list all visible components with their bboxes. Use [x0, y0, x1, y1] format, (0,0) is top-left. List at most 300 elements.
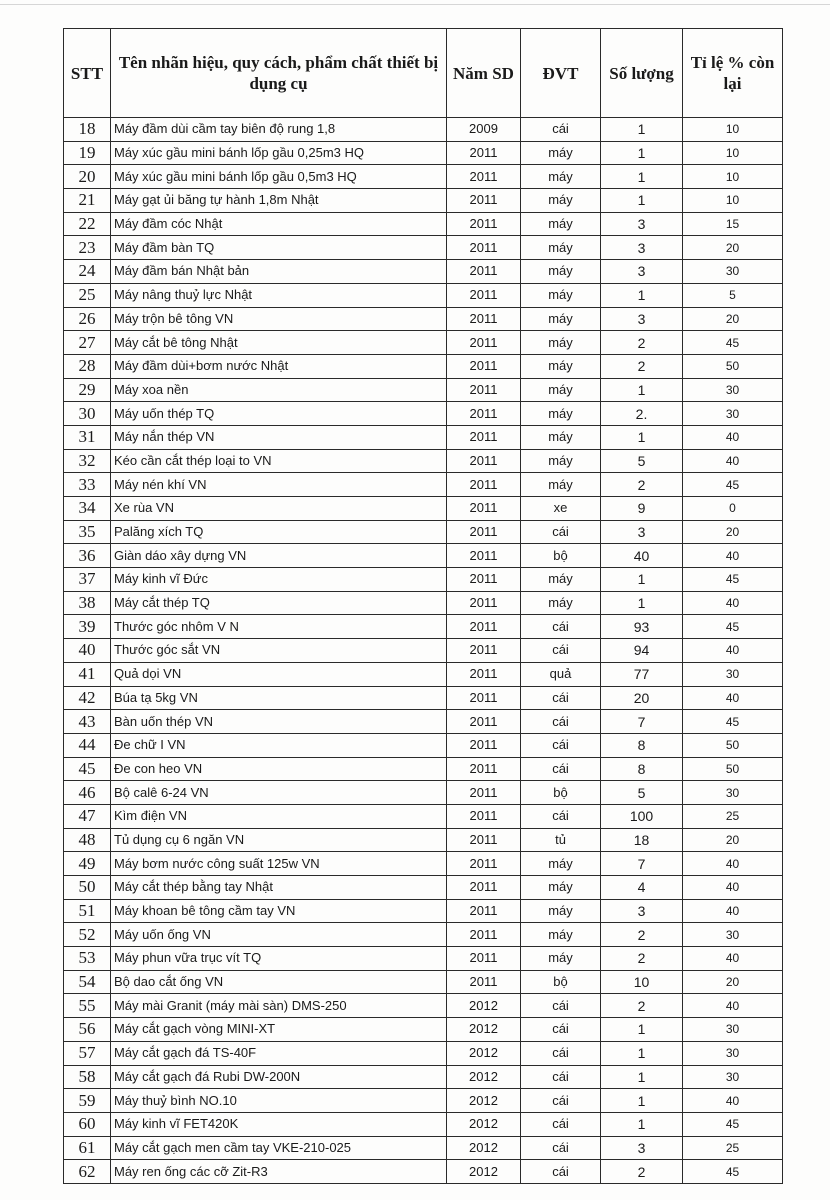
unit-cell: quả [521, 662, 601, 686]
unit-cell: máy [521, 189, 601, 213]
remaining-percent-cell: 30 [683, 1018, 783, 1042]
table-row [64, 639, 783, 663]
remaining-percent-cell: 20 [683, 236, 783, 260]
remaining-percent-cell: 30 [683, 402, 783, 426]
equipment-name-cell: Máy phun vữa trục vít TQ [111, 947, 447, 971]
table-body [64, 118, 783, 1184]
remaining-percent-cell: 30 [683, 1041, 783, 1065]
equipment-name-cell: Đe con heo VN [111, 757, 447, 781]
unit-cell: máy [521, 307, 601, 331]
year-used-cell: 2012 [447, 1065, 521, 1089]
remaining-percent-cell: 40 [683, 852, 783, 876]
equipment-name-cell: Tủ dụng cụ 6 ngăn VN [111, 828, 447, 852]
year-used-cell: 2011 [447, 189, 521, 213]
quantity-cell: 1 [601, 1089, 683, 1113]
equipment-name-cell: Máy thuỷ bình NO.10 [111, 1089, 447, 1113]
quantity-cell: 1 [601, 1112, 683, 1136]
table-row [64, 1136, 783, 1160]
year-used-cell: 2011 [447, 497, 521, 521]
row-number-cell: 37 [64, 568, 111, 592]
table-row [64, 828, 783, 852]
remaining-percent-cell: 20 [683, 307, 783, 331]
unit-cell: cái [521, 639, 601, 663]
table-row [64, 425, 783, 449]
equipment-name-cell: Máy cắt thép TQ [111, 591, 447, 615]
row-number-cell: 61 [64, 1136, 111, 1160]
header-row [64, 29, 783, 118]
unit-cell: cái [521, 1136, 601, 1160]
unit-cell: máy [521, 473, 601, 497]
equipment-name-cell: Đe chữ I VN [111, 733, 447, 757]
equipment-name-cell: Máy cắt bê tông Nhật [111, 331, 447, 355]
row-number-cell: 22 [64, 212, 111, 236]
table-row [64, 710, 783, 734]
table-row [64, 852, 783, 876]
table-row [64, 994, 783, 1018]
equipment-name-cell: Máy trộn bê tông VN [111, 307, 447, 331]
table-row [64, 473, 783, 497]
header-year: Năm SD [447, 29, 521, 118]
quantity-cell: 93 [601, 615, 683, 639]
year-used-cell: 2011 [447, 473, 521, 497]
row-number-cell: 20 [64, 165, 111, 189]
equipment-name-cell: Máy ren ống các cỡ Zit-R3 [111, 1160, 447, 1184]
year-used-cell: 2009 [447, 118, 521, 142]
quantity-cell: 1 [601, 141, 683, 165]
quantity-cell: 1 [601, 165, 683, 189]
quantity-cell: 18 [601, 828, 683, 852]
equipment-name-cell: Máy xoa nền [111, 378, 447, 402]
quantity-cell: 8 [601, 733, 683, 757]
table-row [64, 1112, 783, 1136]
row-number-cell: 41 [64, 662, 111, 686]
row-number-cell: 28 [64, 354, 111, 378]
table-row [64, 970, 783, 994]
unit-cell: máy [521, 402, 601, 426]
row-number-cell: 29 [64, 378, 111, 402]
year-used-cell: 2012 [447, 1089, 521, 1113]
remaining-percent-cell: 30 [683, 378, 783, 402]
remaining-percent-cell: 45 [683, 473, 783, 497]
year-used-cell: 2011 [447, 402, 521, 426]
quantity-cell: 1 [601, 1065, 683, 1089]
header-unit: ĐVT [521, 29, 601, 118]
remaining-percent-cell: 10 [683, 189, 783, 213]
row-number-cell: 32 [64, 449, 111, 473]
table-row [64, 212, 783, 236]
unit-cell: cái [521, 686, 601, 710]
table-row [64, 189, 783, 213]
year-used-cell: 2011 [447, 828, 521, 852]
row-number-cell: 40 [64, 639, 111, 663]
quantity-cell: 77 [601, 662, 683, 686]
unit-cell: cái [521, 118, 601, 142]
unit-cell: cái [521, 757, 601, 781]
equipment-name-cell: Giàn dáo xây dựng VN [111, 544, 447, 568]
row-number-cell: 55 [64, 994, 111, 1018]
table-row [64, 662, 783, 686]
row-number-cell: 39 [64, 615, 111, 639]
row-number-cell: 33 [64, 473, 111, 497]
quantity-cell: 10 [601, 970, 683, 994]
remaining-percent-cell: 15 [683, 212, 783, 236]
remaining-percent-cell: 40 [683, 425, 783, 449]
year-used-cell: 2011 [447, 876, 521, 900]
unit-cell: cái [521, 994, 601, 1018]
year-used-cell: 2011 [447, 781, 521, 805]
row-number-cell: 25 [64, 283, 111, 307]
equipment-name-cell: Máy nắn thép VN [111, 425, 447, 449]
equipment-name-cell: Máy gạt ủi băng tự hành 1,8m Nhật [111, 189, 447, 213]
year-used-cell: 2011 [447, 307, 521, 331]
row-number-cell: 44 [64, 733, 111, 757]
table-row [64, 449, 783, 473]
remaining-percent-cell: 45 [683, 331, 783, 355]
table-row [64, 165, 783, 189]
equipment-name-cell: Bàn uốn thép VN [111, 710, 447, 734]
quantity-cell: 1 [601, 283, 683, 307]
row-number-cell: 51 [64, 899, 111, 923]
remaining-percent-cell: 0 [683, 497, 783, 521]
unit-cell: tủ [521, 828, 601, 852]
remaining-percent-cell: 45 [683, 1160, 783, 1184]
remaining-percent-cell: 20 [683, 970, 783, 994]
remaining-percent-cell: 30 [683, 781, 783, 805]
remaining-percent-cell: 40 [683, 1089, 783, 1113]
quantity-cell: 40 [601, 544, 683, 568]
quantity-cell: 2. [601, 402, 683, 426]
row-number-cell: 21 [64, 189, 111, 213]
quantity-cell: 1 [601, 591, 683, 615]
equipment-name-cell: Máy đầm bán Nhật bản [111, 260, 447, 284]
row-number-cell: 54 [64, 970, 111, 994]
quantity-cell: 2 [601, 354, 683, 378]
quantity-cell: 7 [601, 852, 683, 876]
equipment-name-cell: Máy đầm dùi+bơm nước Nhật [111, 354, 447, 378]
unit-cell: máy [521, 354, 601, 378]
quantity-cell: 2 [601, 923, 683, 947]
year-used-cell: 2011 [447, 449, 521, 473]
table-row [64, 307, 783, 331]
header-stt: STT [64, 29, 111, 118]
table-row [64, 1065, 783, 1089]
remaining-percent-cell: 40 [683, 639, 783, 663]
year-used-cell: 2011 [447, 378, 521, 402]
year-used-cell: 2011 [447, 733, 521, 757]
year-used-cell: 2011 [447, 923, 521, 947]
row-number-cell: 31 [64, 425, 111, 449]
remaining-percent-cell: 40 [683, 994, 783, 1018]
unit-cell: cái [521, 1089, 601, 1113]
year-used-cell: 2011 [447, 283, 521, 307]
table-row [64, 331, 783, 355]
equipment-name-cell: Xe rùa VN [111, 497, 447, 521]
quantity-cell: 8 [601, 757, 683, 781]
remaining-percent-cell: 40 [683, 686, 783, 710]
remaining-percent-cell: 25 [683, 804, 783, 828]
unit-cell: máy [521, 260, 601, 284]
unit-cell: cái [521, 615, 601, 639]
row-number-cell: 57 [64, 1041, 111, 1065]
unit-cell: máy [521, 236, 601, 260]
year-used-cell: 2011 [447, 141, 521, 165]
unit-cell: cái [521, 1041, 601, 1065]
quantity-cell: 3 [601, 260, 683, 284]
year-used-cell: 2011 [447, 757, 521, 781]
table-row [64, 1041, 783, 1065]
year-used-cell: 2012 [447, 1112, 521, 1136]
table-row [64, 378, 783, 402]
equipment-name-cell: Kéo cần cắt thép loại to VN [111, 449, 447, 473]
equipment-inventory-table [63, 28, 783, 1184]
year-used-cell: 2011 [447, 710, 521, 734]
table-row [64, 804, 783, 828]
row-number-cell: 62 [64, 1160, 111, 1184]
row-number-cell: 26 [64, 307, 111, 331]
year-used-cell: 2011 [447, 568, 521, 592]
year-used-cell: 2012 [447, 1041, 521, 1065]
quantity-cell: 3 [601, 307, 683, 331]
unit-cell: máy [521, 852, 601, 876]
year-used-cell: 2011 [447, 354, 521, 378]
equipment-name-cell: Máy xúc gầu mini bánh lốp gầu 0,5m3 HQ [111, 165, 447, 189]
table-row [64, 497, 783, 521]
table-row [64, 1089, 783, 1113]
row-number-cell: 50 [64, 876, 111, 900]
year-used-cell: 2012 [447, 1018, 521, 1042]
quantity-cell: 100 [601, 804, 683, 828]
table-row [64, 283, 783, 307]
table-row [64, 354, 783, 378]
table-row [64, 118, 783, 142]
unit-cell: cái [521, 1112, 601, 1136]
header-name: Tên nhãn hiệu, quy cách, phẩm chất thiết bị dụng cụ [111, 29, 447, 118]
quantity-cell: 1 [601, 425, 683, 449]
equipment-name-cell: Kìm điện VN [111, 804, 447, 828]
quantity-cell: 2 [601, 1160, 683, 1184]
unit-cell: máy [521, 591, 601, 615]
remaining-percent-cell: 40 [683, 947, 783, 971]
table-row [64, 923, 783, 947]
row-number-cell: 58 [64, 1065, 111, 1089]
unit-cell: máy [521, 568, 601, 592]
row-number-cell: 18 [64, 118, 111, 142]
row-number-cell: 48 [64, 828, 111, 852]
year-used-cell: 2011 [447, 425, 521, 449]
quantity-cell: 5 [601, 449, 683, 473]
year-used-cell: 2012 [447, 1136, 521, 1160]
table-row [64, 1160, 783, 1184]
remaining-percent-cell: 30 [683, 260, 783, 284]
remaining-percent-cell: 50 [683, 354, 783, 378]
table-row [64, 757, 783, 781]
table-row [64, 520, 783, 544]
equipment-name-cell: Máy nén khí VN [111, 473, 447, 497]
table-row [64, 591, 783, 615]
year-used-cell: 2011 [447, 852, 521, 876]
unit-cell: máy [521, 449, 601, 473]
equipment-name-cell: Máy cắt gạch men cầm tay VKE-210-025 [111, 1136, 447, 1160]
unit-cell: máy [521, 141, 601, 165]
remaining-percent-cell: 20 [683, 828, 783, 852]
unit-cell: cái [521, 733, 601, 757]
year-used-cell: 2011 [447, 236, 521, 260]
year-used-cell: 2011 [447, 686, 521, 710]
remaining-percent-cell: 40 [683, 449, 783, 473]
row-number-cell: 34 [64, 497, 111, 521]
remaining-percent-cell: 5 [683, 283, 783, 307]
table-header [64, 29, 783, 118]
row-number-cell: 24 [64, 260, 111, 284]
equipment-name-cell: Máy nâng thuỷ lực Nhật [111, 283, 447, 307]
equipment-name-cell: Thước góc nhôm V N [111, 615, 447, 639]
table-row [64, 260, 783, 284]
quantity-cell: 3 [601, 520, 683, 544]
table-row [64, 733, 783, 757]
remaining-percent-cell: 30 [683, 662, 783, 686]
table-row [64, 899, 783, 923]
quantity-cell: 1 [601, 568, 683, 592]
table-row [64, 947, 783, 971]
row-number-cell: 53 [64, 947, 111, 971]
remaining-percent-cell: 10 [683, 165, 783, 189]
equipment-name-cell: Máy kinh vĩ FET420K [111, 1112, 447, 1136]
year-used-cell: 2011 [447, 947, 521, 971]
year-used-cell: 2011 [447, 970, 521, 994]
equipment-name-cell: Máy đầm cóc Nhật [111, 212, 447, 236]
remaining-percent-cell: 45 [683, 1112, 783, 1136]
unit-cell: cái [521, 1065, 601, 1089]
year-used-cell: 2011 [447, 544, 521, 568]
unit-cell: máy [521, 899, 601, 923]
unit-cell: bộ [521, 544, 601, 568]
quantity-cell: 1 [601, 118, 683, 142]
row-number-cell: 60 [64, 1112, 111, 1136]
quantity-cell: 9 [601, 497, 683, 521]
unit-cell: máy [521, 283, 601, 307]
unit-cell: cái [521, 804, 601, 828]
quantity-cell: 4 [601, 876, 683, 900]
unit-cell: cái [521, 1160, 601, 1184]
row-number-cell: 43 [64, 710, 111, 734]
row-number-cell: 47 [64, 804, 111, 828]
table-row [64, 876, 783, 900]
quantity-cell: 5 [601, 781, 683, 805]
equipment-name-cell: Máy cắt gạch vòng MINI-XT [111, 1018, 447, 1042]
unit-cell: máy [521, 425, 601, 449]
quantity-cell: 2 [601, 994, 683, 1018]
unit-cell: bộ [521, 781, 601, 805]
table-row [64, 568, 783, 592]
year-used-cell: 2012 [447, 1160, 521, 1184]
row-number-cell: 27 [64, 331, 111, 355]
quantity-cell: 3 [601, 899, 683, 923]
quantity-cell: 2 [601, 473, 683, 497]
unit-cell: cái [521, 520, 601, 544]
row-number-cell: 38 [64, 591, 111, 615]
year-used-cell: 2011 [447, 899, 521, 923]
remaining-percent-cell: 20 [683, 520, 783, 544]
row-number-cell: 42 [64, 686, 111, 710]
table-row [64, 1018, 783, 1042]
remaining-percent-cell: 10 [683, 118, 783, 142]
remaining-percent-cell: 45 [683, 568, 783, 592]
table-row [64, 236, 783, 260]
row-number-cell: 45 [64, 757, 111, 781]
row-number-cell: 59 [64, 1089, 111, 1113]
row-number-cell: 30 [64, 402, 111, 426]
equipment-name-cell: Máy cắt gạch đá Rubi DW-200N [111, 1065, 447, 1089]
remaining-percent-cell: 50 [683, 757, 783, 781]
equipment-name-cell: Palăng xích TQ [111, 520, 447, 544]
remaining-percent-cell: 40 [683, 876, 783, 900]
year-used-cell: 2011 [447, 260, 521, 284]
year-used-cell: 2011 [447, 639, 521, 663]
quantity-cell: 1 [601, 1041, 683, 1065]
unit-cell: máy [521, 947, 601, 971]
table-row [64, 402, 783, 426]
remaining-percent-cell: 30 [683, 1065, 783, 1089]
remaining-percent-cell: 45 [683, 710, 783, 734]
equipment-name-cell: Máy đầm dùi cầm tay biên độ rung 1,8 [111, 118, 447, 142]
year-used-cell: 2011 [447, 165, 521, 189]
quantity-cell: 3 [601, 1136, 683, 1160]
unit-cell: máy [521, 165, 601, 189]
unit-cell: máy [521, 876, 601, 900]
quantity-cell: 1 [601, 378, 683, 402]
row-number-cell: 35 [64, 520, 111, 544]
remaining-percent-cell: 40 [683, 899, 783, 923]
unit-cell: máy [521, 212, 601, 236]
table-row [64, 141, 783, 165]
quantity-cell: 2 [601, 331, 683, 355]
row-number-cell: 49 [64, 852, 111, 876]
row-number-cell: 23 [64, 236, 111, 260]
unit-cell: xe [521, 497, 601, 521]
remaining-percent-cell: 50 [683, 733, 783, 757]
unit-cell: máy [521, 378, 601, 402]
quantity-cell: 1 [601, 1018, 683, 1042]
row-number-cell: 19 [64, 141, 111, 165]
year-used-cell: 2011 [447, 591, 521, 615]
equipment-name-cell: Máy cắt thép bằng tay Nhật [111, 876, 447, 900]
remaining-percent-cell: 10 [683, 141, 783, 165]
equipment-name-cell: Máy xúc gầu mini bánh lốp gầu 0,25m3 HQ [111, 141, 447, 165]
equipment-name-cell: Máy cắt gạch đá TS-40F [111, 1041, 447, 1065]
year-used-cell: 2012 [447, 994, 521, 1018]
row-number-cell: 46 [64, 781, 111, 805]
unit-cell: máy [521, 923, 601, 947]
table-row [64, 544, 783, 568]
unit-cell: bộ [521, 970, 601, 994]
equipment-name-cell: Quả dọi VN [111, 662, 447, 686]
unit-cell: cái [521, 1018, 601, 1042]
table-row [64, 781, 783, 805]
remaining-percent-cell: 45 [683, 615, 783, 639]
year-used-cell: 2011 [447, 662, 521, 686]
year-used-cell: 2011 [447, 804, 521, 828]
row-number-cell: 56 [64, 1018, 111, 1042]
equipment-name-cell: Máy khoan bê tông cầm tay VN [111, 899, 447, 923]
equipment-name-cell: Bộ calê 6-24 VN [111, 781, 447, 805]
remaining-percent-cell: 40 [683, 591, 783, 615]
year-used-cell: 2011 [447, 615, 521, 639]
table-row [64, 615, 783, 639]
remaining-percent-cell: 25 [683, 1136, 783, 1160]
scan-edge-line [0, 4, 830, 5]
year-used-cell: 2011 [447, 331, 521, 355]
equipment-name-cell: Máy đầm bàn TQ [111, 236, 447, 260]
